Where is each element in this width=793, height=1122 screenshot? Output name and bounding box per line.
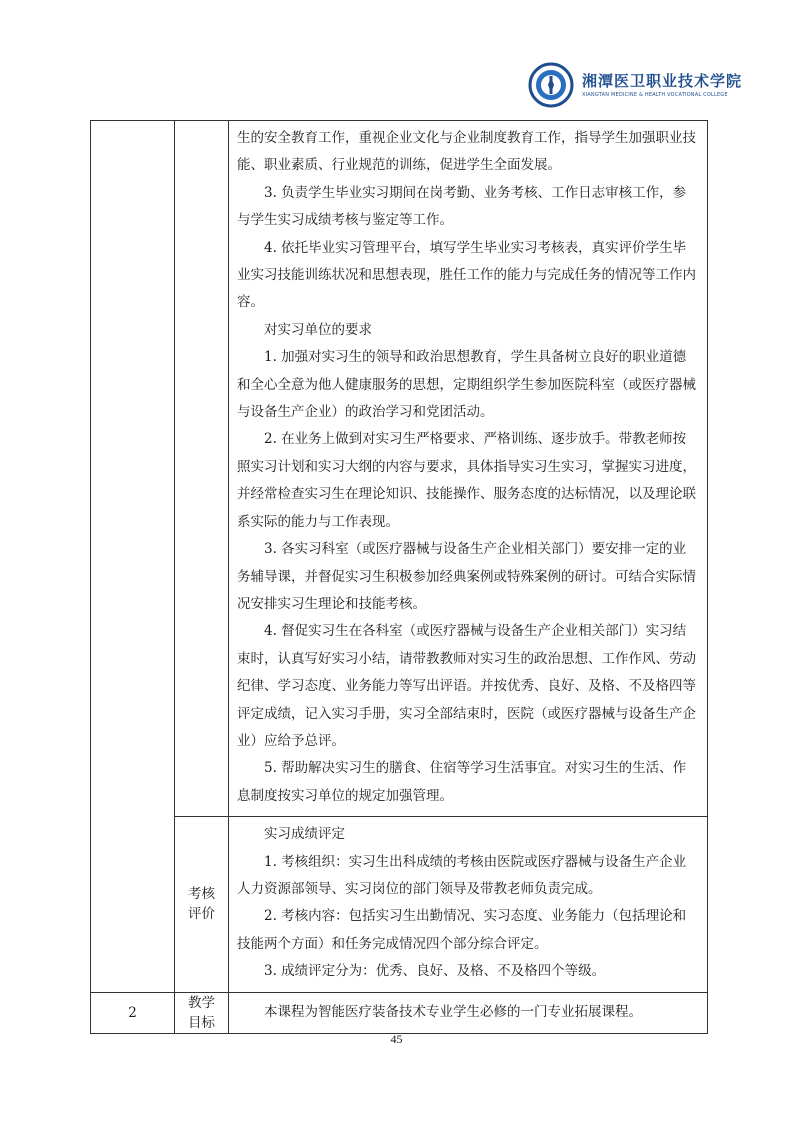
school-name-en: XIANGTAN MEDICINE & HEALTH VOCATIONAL COLLEGE [582, 92, 728, 98]
assessment-label: 考核评价 [175, 817, 229, 992]
table-cell-label [175, 121, 229, 817]
section-heading: 对实习单位的要求 [264, 321, 372, 338]
paragraph: 3. 负责学生毕业实习期间在岗考勤、业务考核、工作日志审核工作，参与学生实习成绩考核与鉴定等工作。 [237, 184, 687, 229]
table-cell-content [229, 121, 708, 817]
school-name-cn: 湘潭医卫职业技术学院 [582, 72, 743, 90]
table-cell-content [229, 817, 708, 992]
paragraph: 3. 各实习科室（或医疗器械与设备生产企业相关部门）要安排一定的业务辅导课，并督促实习生积极参加经典案例或特殊案例的研讨。可结合实际情况安排实习生理论和技能考核。 [237, 541, 696, 612]
teaching-goal-label: 教学目标 [175, 992, 229, 1033]
table-row [91, 121, 708, 817]
paragraph: 2. 在业务上做到对实习生严格要求、严格训练、逐步放手。带教老师按照实习计划和实习大纲的内容与要求，具体指导实习生实习，掌握实习进度，并经常检查实习生在理论知识、技能操作、服务态度的达标情况，以及理论联系实际的能力与工作表现。 [237, 431, 696, 530]
page-header [528, 62, 743, 112]
paragraph: 本课程为智能医疗装备技术专业学生必修的一门专业拓展课程。 [264, 1003, 642, 1020]
paragraph: 4. 依托毕业实习管理平台，填写学生毕业实习考核表，真实评价学生毕业实习技能训练状况和思想表现，胜任工作的能力与完成任务的情况等工作内容。 [237, 239, 696, 311]
paragraph: 1. 加强对实习生的领导和政治思想教育，学生具备树立良好的职业道德和全心全意为他人健康服务的思想，定期组织学生参加医院科室（或医疗器械与设备生产企业）的政治学习和党团活动。 [237, 349, 696, 421]
college-emblem-icon [528, 62, 574, 108]
row-number: 2 [91, 992, 175, 1033]
page-number: 45 [390, 1032, 403, 1046]
paragraph: 2. 考核内容：包括实习生出勤情况、实习态度、业务能力（包括理论和技能两个方面）和任务完成情况四个部分综合评定。 [237, 908, 687, 952]
table-cell-number [91, 121, 175, 993]
section-heading: 实习成绩评定 [264, 826, 345, 843]
course-table [90, 120, 708, 1034]
paragraph: 生的安全教育工作，重视企业文化与企业制度教育工作，指导学生加强职业技能、职业素质、行业规范的训练，促进学生全面发展。 [237, 130, 696, 174]
paragraph: 5. 帮助解决实习生的膳食、住宿等学习生活事宜。对实习生的生活、作息制度按实习单位的规定加强管理。 [237, 760, 687, 804]
paragraph: 3. 成绩评定分为：优秀、良好、及格、不及格四个等级。 [264, 963, 606, 980]
paragraph: 1. 考核组织：实习生出科成绩的考核由医院或医疗器械与设备生产企业人力资源部领导、实习岗位的部门领导及带教老师负责完成。 [237, 853, 687, 897]
table-cell-content [229, 992, 708, 1033]
paragraph: 4. 督促实习生在各科室（或医疗器械与设备生产企业相关部门）实习结束时，认真写好实习小结，请带教教师对实习生的政治思想、工作作风、劳动纪律、学习态度、业务能力等写出评语。并按优秀、良好、及格、不及格四等评定成绩，记入实习手册，实习全部结束时，医院（或医疗器械与设备生产企业）应给予总评。 [237, 623, 696, 749]
table-row [91, 992, 708, 1033]
table-row [91, 817, 708, 992]
